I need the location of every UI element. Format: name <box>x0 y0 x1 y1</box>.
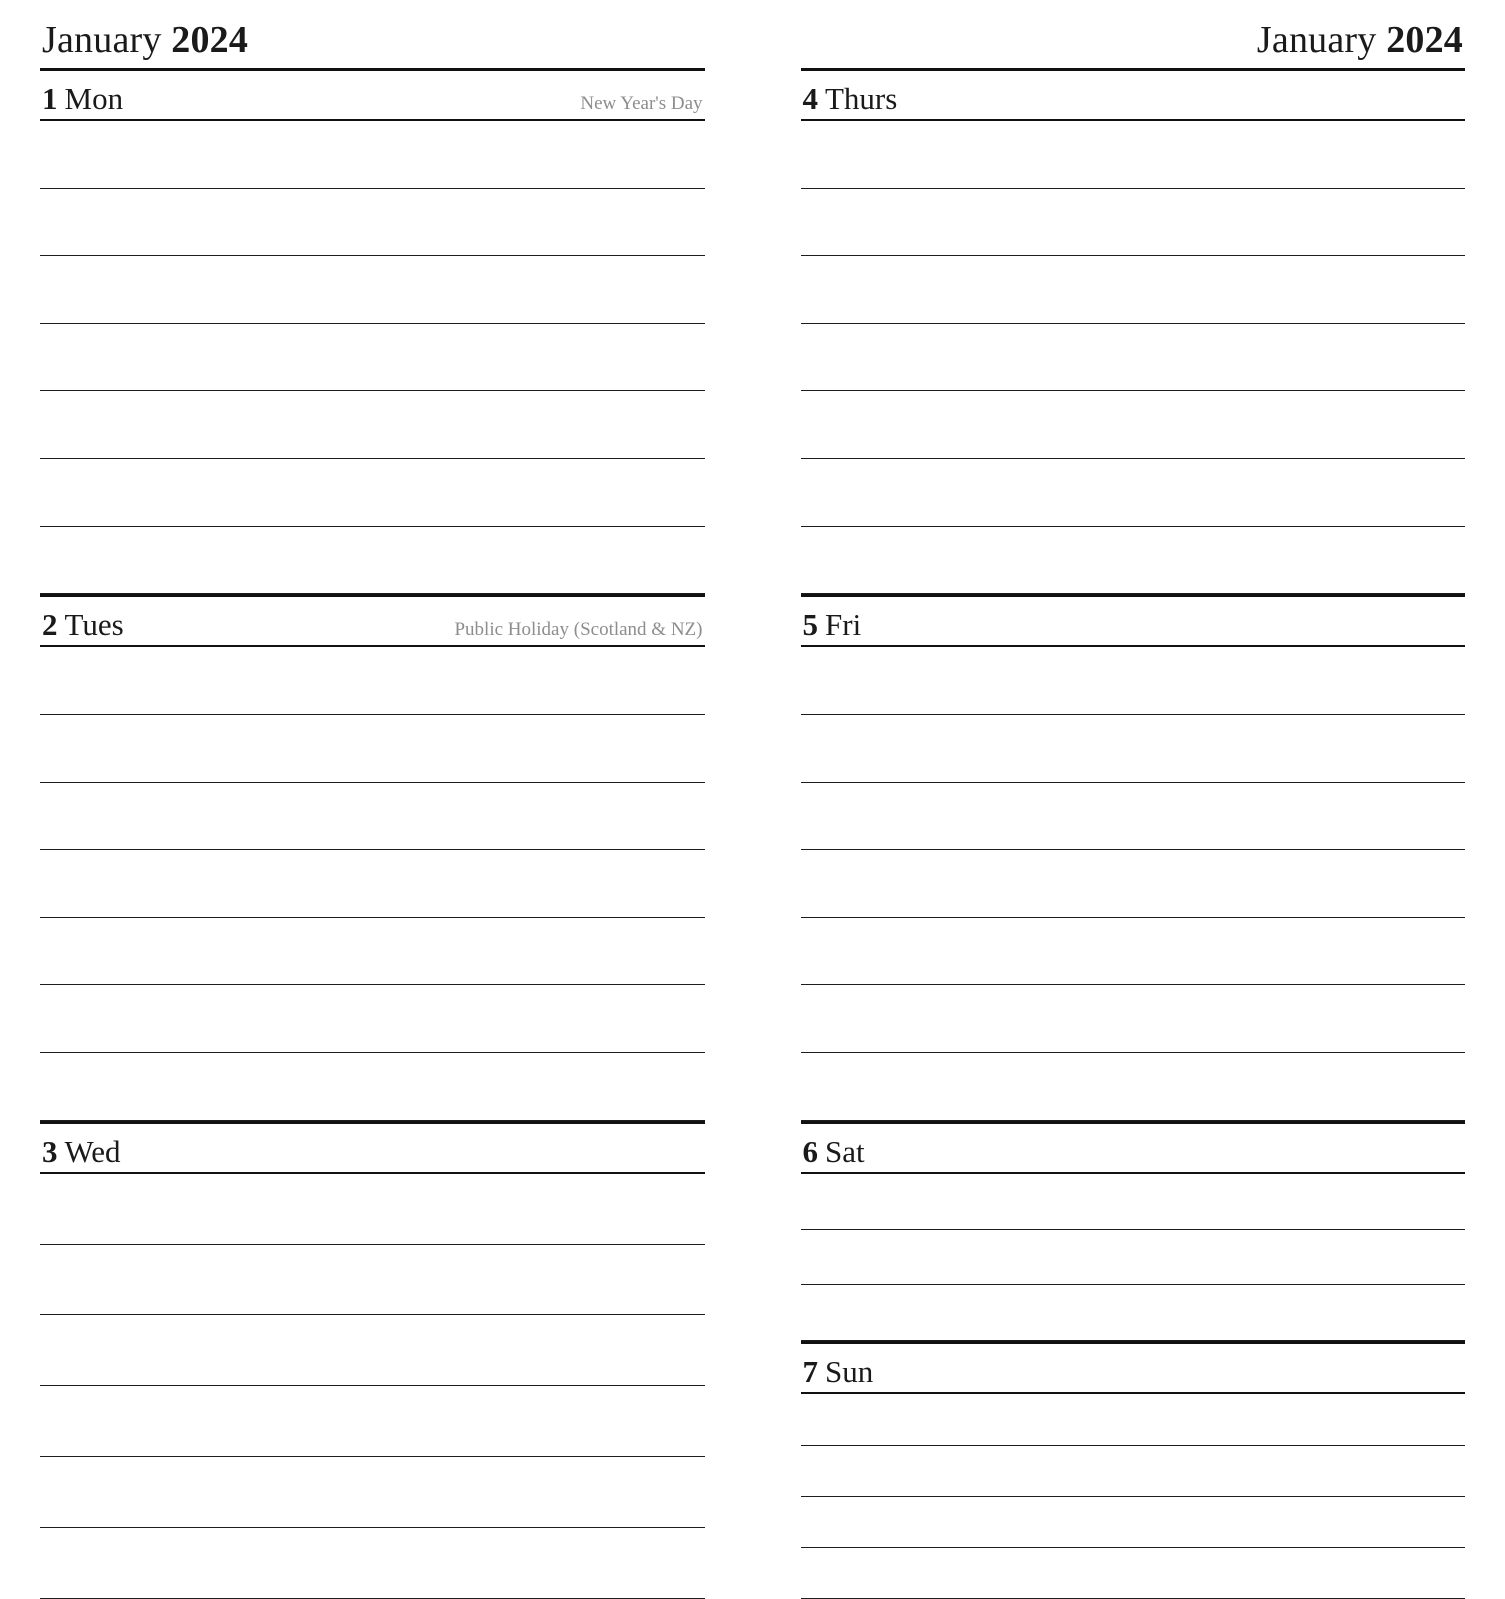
day-title <box>803 1134 865 1170</box>
day-number: 5 <box>802 607 818 643</box>
day-block <box>801 71 1466 597</box>
writing-line[interactable] <box>40 256 705 324</box>
left-year-label: 2024 <box>171 19 249 61</box>
day-title <box>803 607 862 643</box>
day-writing-lines[interactable] <box>40 1174 705 1599</box>
right-month-label: January <box>1256 19 1377 61</box>
day-block <box>801 597 1466 1123</box>
writing-line[interactable] <box>801 1285 1466 1341</box>
writing-line[interactable] <box>801 1230 1466 1286</box>
writing-line[interactable] <box>40 850 705 918</box>
day-number: 3 <box>42 1133 58 1169</box>
writing-line[interactable] <box>801 985 1466 1053</box>
day-writing-lines[interactable] <box>801 121 1466 594</box>
writing-line[interactable] <box>40 1528 705 1599</box>
day-holiday-note: New Year's Day <box>580 93 703 114</box>
day-title <box>803 81 898 117</box>
day-weekday: Tues <box>64 607 124 643</box>
day-block <box>40 71 705 597</box>
writing-line[interactable] <box>40 647 705 715</box>
writing-line[interactable] <box>801 256 1466 324</box>
writing-line[interactable] <box>40 783 705 851</box>
writing-line[interactable] <box>801 324 1466 392</box>
writing-line[interactable] <box>40 391 705 459</box>
writing-line[interactable] <box>40 527 705 595</box>
writing-line[interactable] <box>801 1174 1466 1230</box>
left-page <box>40 10 753 1599</box>
day-block <box>801 1344 1466 1599</box>
day-header <box>40 1124 705 1174</box>
writing-line[interactable] <box>801 647 1466 715</box>
day-weekday: Fri <box>825 607 862 643</box>
day-number: 4 <box>802 81 818 116</box>
day-holiday-note: Public Holiday (Scotland & NZ) <box>454 619 703 641</box>
writing-line[interactable] <box>801 527 1466 595</box>
day-writing-lines[interactable] <box>801 1174 1466 1342</box>
writing-line[interactable] <box>40 459 705 527</box>
left-page-month-header <box>40 10 705 71</box>
writing-line[interactable] <box>40 1053 705 1121</box>
day-writing-lines[interactable] <box>40 121 705 594</box>
day-number: 7 <box>802 1354 818 1390</box>
day-block <box>40 597 705 1123</box>
day-weekday: Mon <box>64 81 124 116</box>
day-writing-lines[interactable] <box>40 647 705 1120</box>
writing-line[interactable] <box>40 985 705 1053</box>
writing-line[interactable] <box>40 1174 705 1245</box>
day-writing-lines[interactable] <box>801 647 1466 1120</box>
day-weekday: Thurs <box>825 81 898 116</box>
left-page-day-list <box>40 71 705 1599</box>
writing-line[interactable] <box>801 1497 1466 1548</box>
writing-line[interactable] <box>40 1457 705 1528</box>
day-header <box>40 71 705 121</box>
writing-line[interactable] <box>801 715 1466 783</box>
day-header <box>801 1344 1466 1394</box>
writing-line[interactable] <box>801 1394 1466 1445</box>
writing-line[interactable] <box>40 1315 705 1386</box>
left-month-label: January <box>42 19 162 61</box>
writing-line[interactable] <box>801 850 1466 918</box>
writing-line[interactable] <box>801 121 1466 189</box>
day-title <box>42 607 124 643</box>
day-title <box>42 81 123 117</box>
day-header <box>801 1124 1466 1174</box>
day-weekday: Sun <box>825 1354 874 1390</box>
right-page <box>753 10 1466 1599</box>
writing-line[interactable] <box>801 391 1466 459</box>
writing-line[interactable] <box>40 121 705 189</box>
writing-line[interactable] <box>801 1446 1466 1497</box>
day-writing-lines[interactable] <box>801 1394 1466 1599</box>
day-block <box>801 1124 1466 1345</box>
writing-line[interactable] <box>40 1386 705 1457</box>
day-header <box>801 71 1466 121</box>
day-title <box>42 1134 121 1170</box>
day-weekday: Sat <box>825 1133 865 1169</box>
day-header <box>801 597 1466 647</box>
day-block <box>40 1124 705 1599</box>
writing-line[interactable] <box>40 918 705 986</box>
day-number: 2 <box>42 607 58 643</box>
writing-line[interactable] <box>40 1245 705 1316</box>
writing-line[interactable] <box>801 1548 1466 1599</box>
right-year-label: 2024 <box>1386 19 1463 61</box>
writing-line[interactable] <box>801 1053 1466 1121</box>
right-page-month-header <box>801 10 1466 71</box>
writing-line[interactable] <box>801 918 1466 986</box>
right-page-day-list <box>801 71 1466 1599</box>
writing-line[interactable] <box>40 189 705 257</box>
day-number: 6 <box>802 1133 818 1169</box>
day-number: 1 <box>42 81 58 116</box>
writing-line[interactable] <box>801 459 1466 527</box>
day-header <box>40 597 705 647</box>
day-title <box>803 1354 874 1390</box>
writing-line[interactable] <box>801 783 1466 851</box>
writing-line[interactable] <box>801 189 1466 257</box>
writing-line[interactable] <box>40 715 705 783</box>
day-weekday: Wed <box>64 1133 121 1169</box>
writing-line[interactable] <box>40 324 705 392</box>
